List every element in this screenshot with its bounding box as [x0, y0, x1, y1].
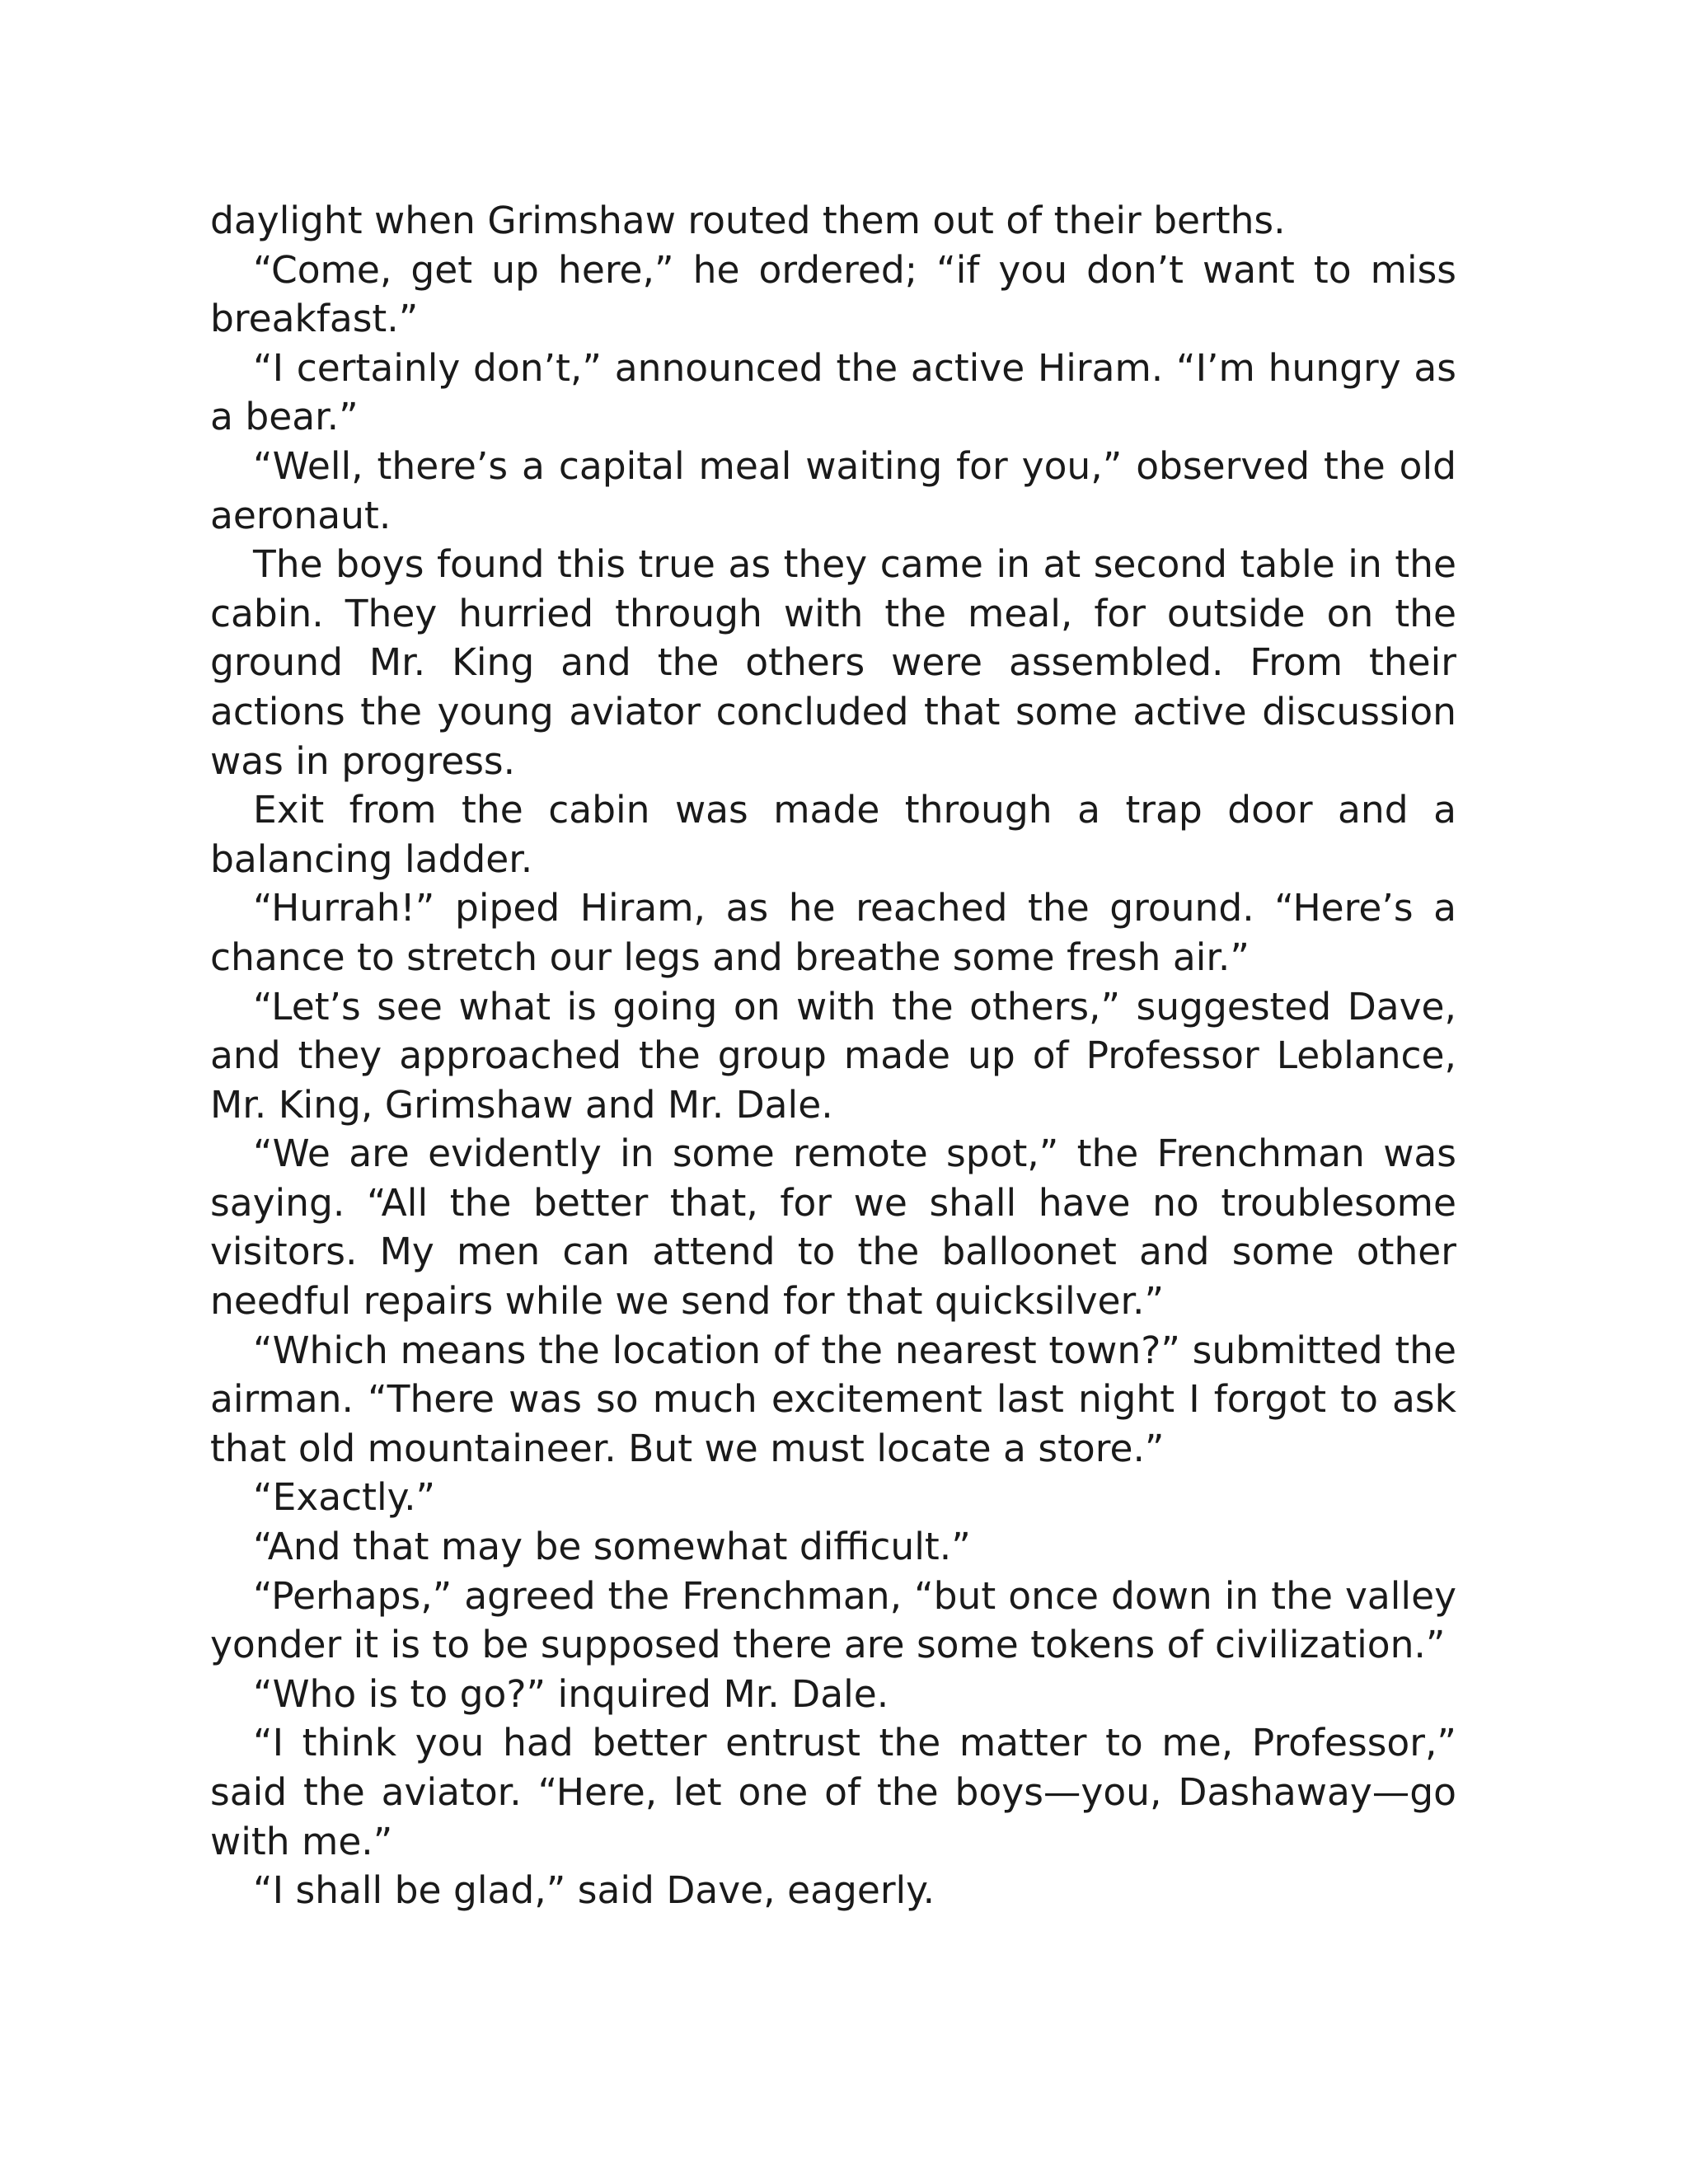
- paragraph: The boys found this true as they came in at second table in the cabin. They hurried through with the meal, for outside on the ground Mr. King and the others were assembled. From their actions the young aviator concluded that some active discussion was in progress.: [210, 542, 1456, 783]
- paragraph: “Come, get up here,” he ordered; “if you don’t want to miss breakfast.”: [210, 247, 1456, 341]
- paragraph: “I think you had better entrust the matter to me, Professor,” said the aviator. “Here, let one of the boys—you, Dashaway—go with me.”: [210, 1721, 1456, 1863]
- paragraph: Exit from the cabin was made through a trap door and a balancing ladder.: [210, 788, 1456, 881]
- paragraph-continued: daylight when Grimshaw routed them out of their berths.: [210, 199, 1286, 242]
- paragraph: “Well, there’s a capital meal waiting for you,” observed the old aeronaut.: [210, 443, 1456, 537]
- paragraph: “I certainly don’t,” announced the active Hiram. “I’m hungry as a bear.”: [210, 345, 1456, 439]
- paragraph: “Let’s see what is going on with the others,” suggested Dave, and they approached the group made up of Professor Leblance, Mr. King, Grimshaw and Mr. Dale.: [210, 984, 1456, 1127]
- paragraph: “I shall be glad,” said Dave, eagerly.: [253, 1868, 935, 1913]
- paragraph: “Which means the location of the nearest town?” submitted the airman. “There was so much excitement last night I forgot to ask that old mountaineer. But we must locate a store.”: [210, 1328, 1456, 1470]
- paragraph: “And that may be somewhat difficult.”: [253, 1525, 971, 1569]
- paragraph: “Hurrah!” piped Hiram, as he reached the ground. “Here’s a chance to stretch our legs and breathe some fresh air.”: [210, 886, 1456, 979]
- paragraph: “We are evidently in some remote spot,” the Frenchman was saying. “All the better that, for we shall have no troublesome visitors. My men can attend to the balloonet and some other needful repairs while we send for that quicksilver.”: [210, 1132, 1456, 1324]
- book-page-text: [210, 196, 1456, 1915]
- paragraph: “Who is to go?” inquired Mr. Dale.: [253, 1671, 889, 1716]
- paragraph: “Exactly.”: [253, 1475, 436, 1520]
- paragraph: “Perhaps,” agreed the Frenchman, “but once down in the valley yonder it is to be supposed there are some tokens of civilization.”: [210, 1573, 1456, 1667]
